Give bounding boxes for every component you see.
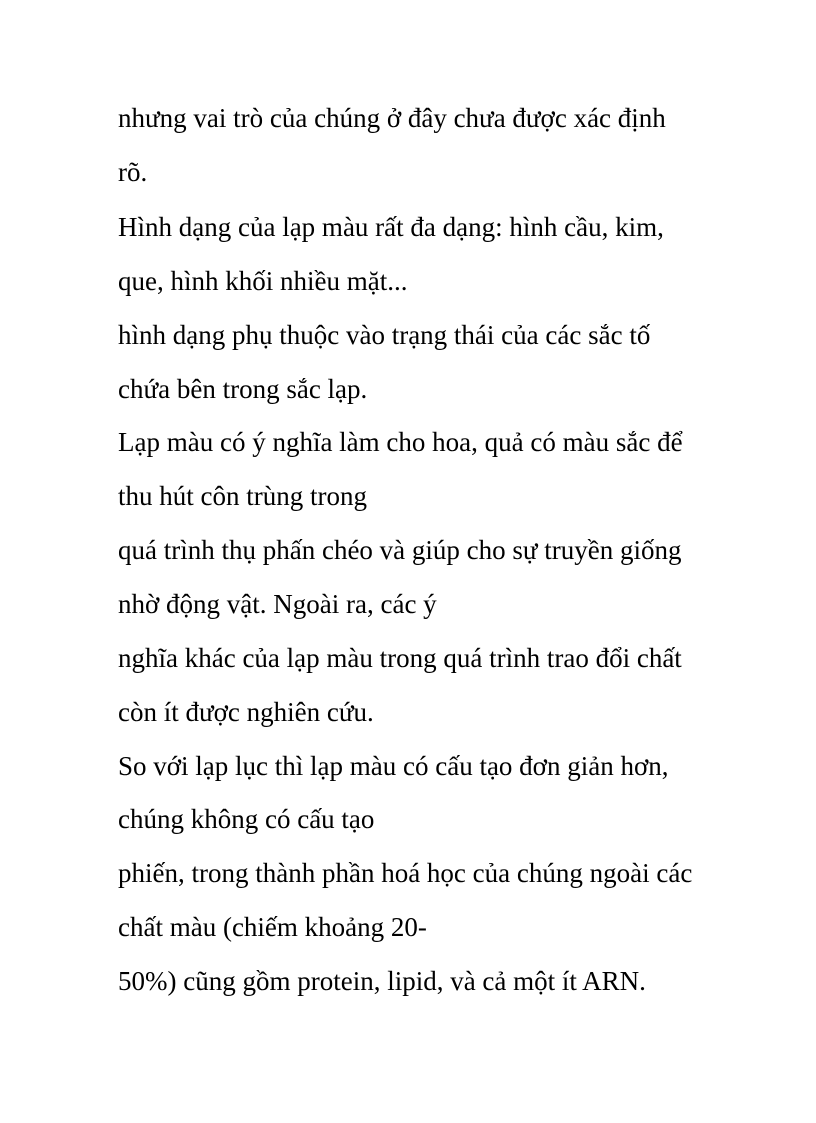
text-line: chất màu (chiếm khoảng 20- <box>118 912 427 942</box>
text-line: chứa bên trong sắc lạp. <box>118 374 368 404</box>
text-line: thu hút côn trùng trong <box>118 481 367 511</box>
text-line: chúng không có cấu tạo <box>118 804 375 834</box>
text-line: nhờ động vật. Ngoài ra, các ý <box>118 589 437 619</box>
text-line: còn ít được nghiên cứu. <box>118 697 374 727</box>
text-line: nghĩa khác của lạp màu trong quá trình trao đổi chất <box>118 643 682 673</box>
text-line: hình dạng phụ thuộc vào trạng thái của các sắc tố <box>118 320 651 350</box>
text-line: nhưng vai trò của chúng ở đây chưa được xác định <box>118 103 666 133</box>
text-line: rõ. <box>118 157 148 187</box>
text-line: phiến, trong thành phần hoá học của chúng ngoài các <box>118 858 693 888</box>
text-line: So với lạp lục thì lạp màu có cấu tạo đơn giản hơn, <box>118 751 669 781</box>
text-line: Lạp màu có ý nghĩa làm cho hoa, quả có màu sắc để <box>118 427 683 457</box>
text-line: 50%) cũng gồm protein, lipid, và cả một ít ARN. <box>118 966 646 996</box>
text-line: que, hình khối nhiều mặt... <box>118 266 408 296</box>
text-line: Hình dạng của lạp màu rất đa dạng: hình cầu, kim, <box>118 212 664 242</box>
text-line: quá trình thụ phấn chéo và giúp cho sự truyền giống <box>118 535 682 565</box>
